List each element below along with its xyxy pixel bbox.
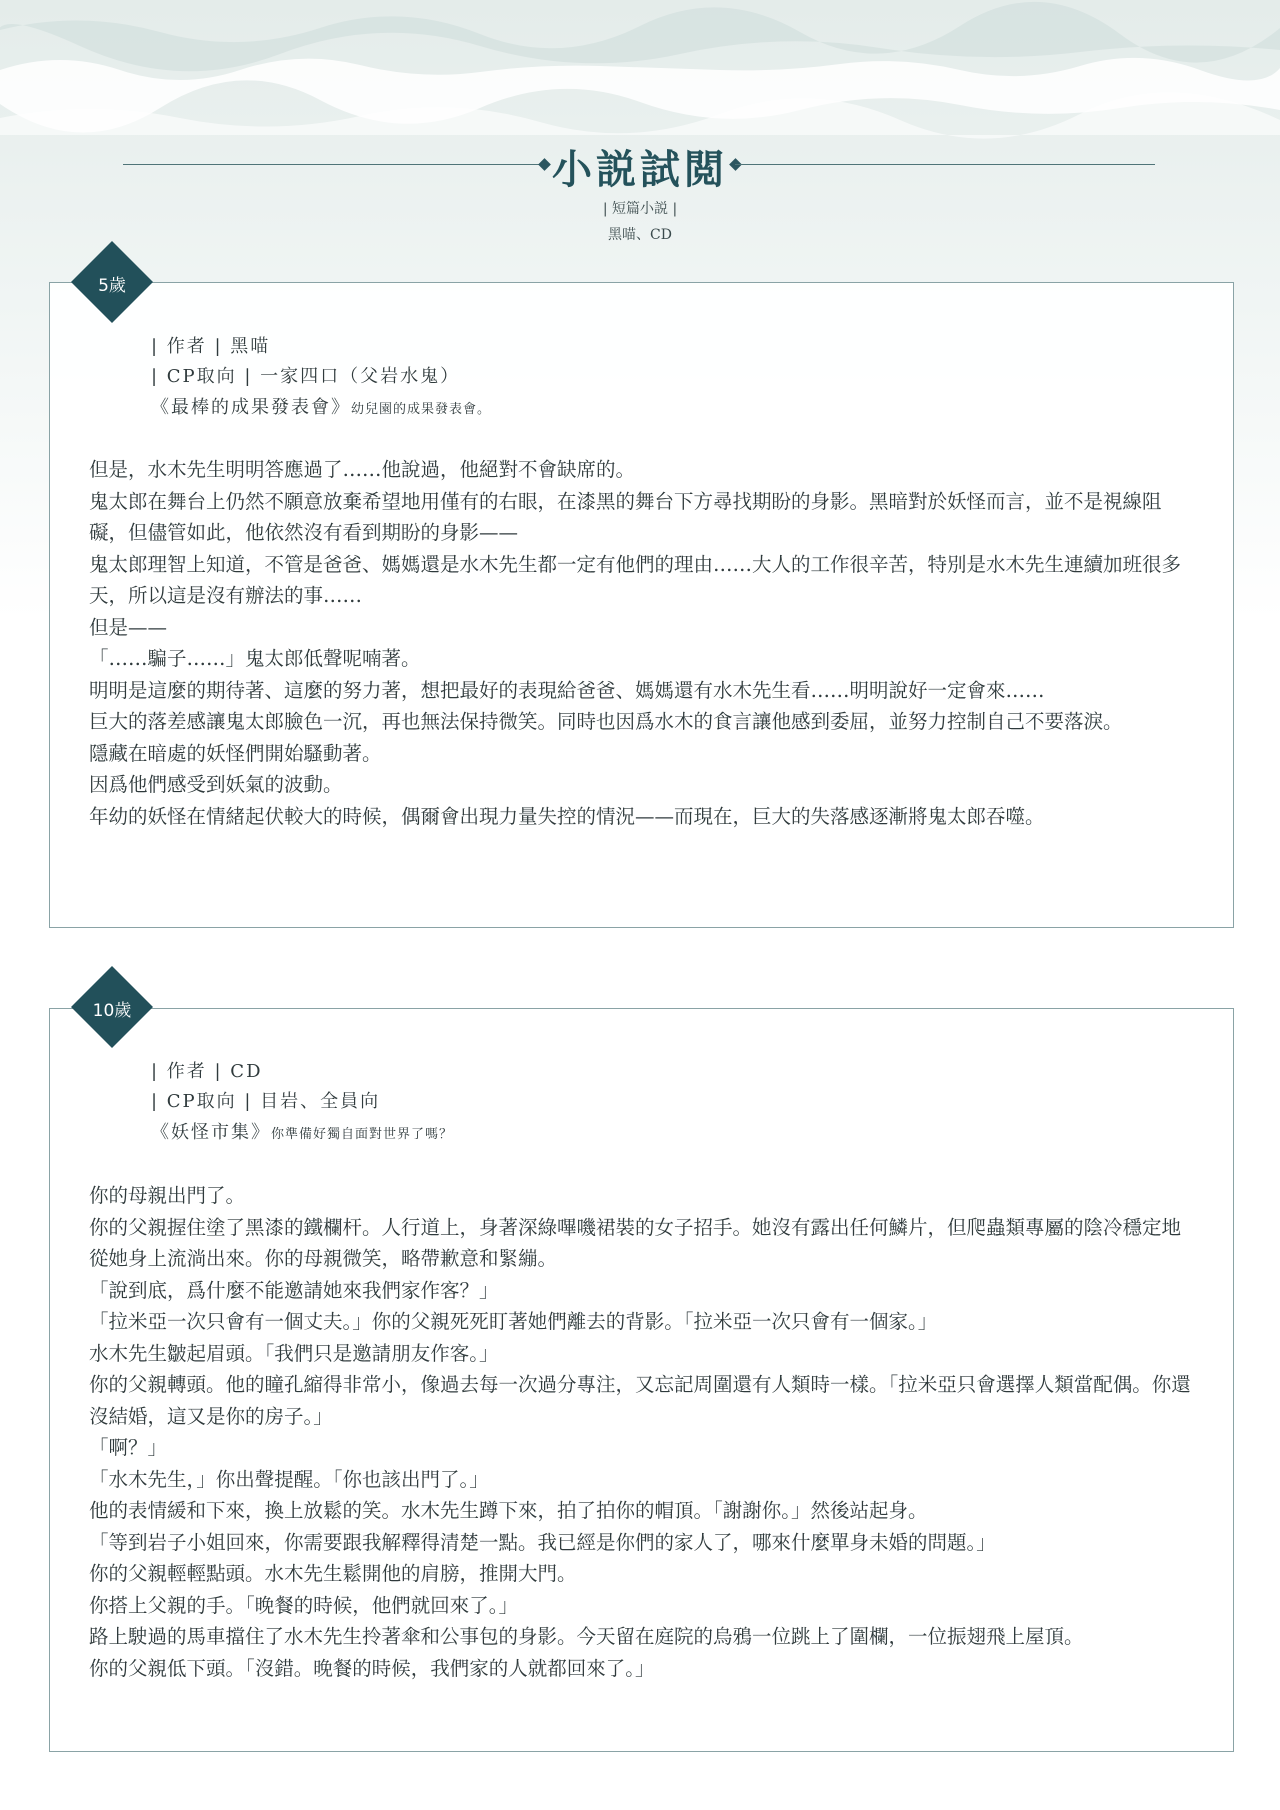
page-title: 小説試閲	[552, 146, 728, 193]
paragraph: 因爲他們感受到妖氣的波動。	[89, 773, 343, 796]
paragraph: 鬼太郎在舞台上仍然不願意放棄希望地用僅有的右眼，在漆黑的舞台下方尋找期盼的身影。黑暗對於妖怪而言，並不是視線阻礙，但儘管如此，他依然沒有看到期盼的身影——	[89, 489, 1162, 544]
paragraph: 「水木先生，」你出聲提醒。「你也該出門了。」	[89, 1467, 489, 1491]
work-line	[151, 1118, 453, 1144]
paragraph: 你的父親低下頭。「沒錯。晚餐的時候，我們家的人就都回來了。」	[89, 1656, 655, 1680]
paragraph: 但是，水木先生明明答應過了……他說過，他絕對不會缺席的。	[89, 458, 636, 481]
paragraph: 你的母親出門了。	[89, 1184, 246, 1207]
cloud-pattern	[0, 0, 1280, 150]
paragraph: 隱藏在暗處的妖怪們開始騷動著。	[89, 741, 382, 765]
paragraph: 你的父親握住塗了黑漆的鐵欄杆。人行道上，身著深綠嗶嘰裙裝的女子招手。她沒有露出任何鱗片，但爬蟲類專屬的陰冷穩定地從她身上流淌出來。你的母親微笑，略帶歉意和緊繃。	[89, 1215, 1182, 1270]
paragraph: 你的父親輕輕點頭。水木先生鬆開他的肩膀，推開大門。	[89, 1562, 577, 1585]
paragraph: 但是——	[89, 615, 168, 639]
paragraph: 「等到岩子小姐回來，你需要跟我解釋得清楚一點。我已經是你們的家人了，哪來什麼單身未婚的問題。」	[89, 1530, 996, 1554]
title-divider-right	[735, 164, 1155, 165]
paragraph: 巨大的落差感讓鬼太郎臉色一沉，再也無法保持微笑。同時也因爲水木的食言讓他感到委屈，並努力控制自己不要落淚。	[89, 710, 1123, 733]
author-line: | 作者 | CD	[151, 1061, 263, 1082]
paragraph: 「說到底，爲什麼不能邀請她來我們家作客？」	[89, 1278, 499, 1302]
age-badge-label: 10歲	[92, 1001, 132, 1021]
paragraph: 「啊？」	[89, 1436, 168, 1459]
work-line	[151, 393, 491, 419]
paragraph: 「拉米亞一次只會有一個丈夫。」你的父親死死盯著她們離去的背影。「拉米亞一次只會有一個家。」	[89, 1310, 938, 1333]
title-block	[0, 138, 1280, 194]
paragraph: 年幼的妖怪在情緒起伏較大的時候，偶爾會出現力量失控的情況——而現在，巨大的失落感逐漸將鬼太郎吞噬。	[89, 804, 1045, 828]
paragraph: 你搭上父親的手。「晚餐的時候，他們就回來了。」	[89, 1593, 519, 1617]
age-badge-label: 5歲	[98, 276, 126, 296]
paragraph: 水木先生皺起眉頭。「我們只是邀請朋友作客。」	[89, 1341, 499, 1365]
title-divider-left	[123, 164, 543, 165]
paragraph: 明明是這麼的期待著、這麼的努力著，想把最好的表現給爸爸、媽媽還有水木先生看……明明說好一定會來……	[89, 678, 1045, 702]
work-title: 《妖怪市集》	[151, 1122, 271, 1143]
paragraph: 路上駛過的馬車擋住了水木先生拎著傘和公事包的身影。今天留在庭院的烏鴉一位跳上了圍欄，一位振翅飛上屋頂。	[89, 1625, 1084, 1648]
work-description: 幼兒園的成果發表會。	[351, 402, 492, 417]
page-subtitle: | 短篇小説 |	[602, 201, 678, 217]
cp-line: | CP取向 | 目岩、全員向	[151, 1091, 381, 1112]
work-title: 《最棒的成果發表會》	[151, 397, 351, 418]
paragraph: 「……騙子……」鬼太郎低聲呢喃著。	[89, 647, 421, 670]
story-body-1	[89, 454, 1199, 832]
paragraph: 你的父親轉頭。他的瞳孔縮得非常小，像過去每一次過分專注，又忘記周圍還有人類時一樣。「拉米亞只會選擇人類當配偶。你還沒結婚，這又是你的房子。」	[89, 1373, 1191, 1428]
work-description: 你準備好獨自面對世界了嗎？	[271, 1127, 454, 1142]
story-body-2	[89, 1180, 1199, 1684]
cp-line: | CP取向 | 一家四口（父岩水鬼）	[151, 366, 461, 387]
page-authors: 黑喵、CD	[608, 227, 672, 243]
paragraph: 他的表情緩和下來，換上放鬆的笑。水木先生蹲下來，拍了拍你的帽頂。「謝謝你。」然後站起身。	[89, 1499, 928, 1522]
paragraph: 鬼太郎理智上知道，不管是爸爸、媽媽還是水木先生都一定有他們的理由……大人的工作很辛苦，特別是水木先生連續加班很多天，所以這是沒有辦法的事……	[89, 552, 1182, 607]
author-line: | 作者 | 黑喵	[151, 336, 271, 357]
